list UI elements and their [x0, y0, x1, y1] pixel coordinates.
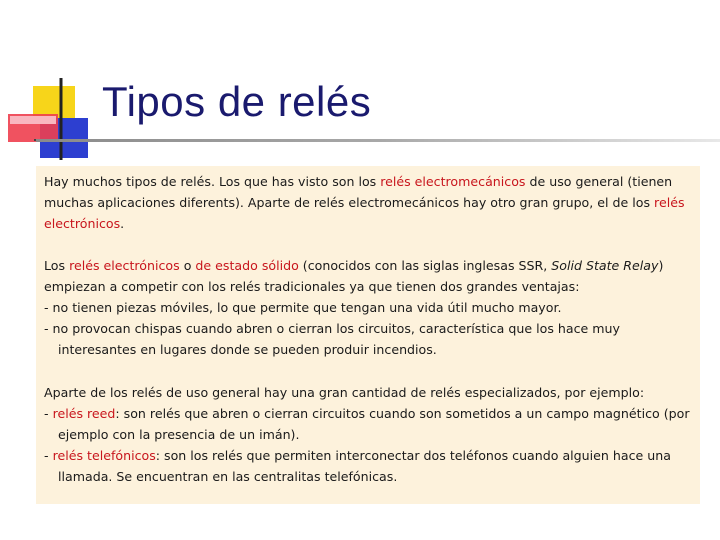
text: de uso general (tienen muchas aplicaciones diferents). Aparte de relés electromecánicos hay otro gran grupo, el de los — [44, 174, 673, 211]
term-electromechanical-relays: relés electromecánicos — [380, 174, 526, 189]
list-item-reed — [44, 403, 692, 445]
term-electronic-relays: relés electrónicos — [44, 195, 685, 232]
term-electronic-relays: relés electrónicos — [69, 257, 180, 273]
text: (conocidos con las siglas inglesas SSR, — [298, 257, 552, 273]
text: o — [179, 257, 196, 273]
list-item-advantage: - no provocan chispas cuando abren o cierran los circuitos, característica que los hace muy interesantes en lugares donde se pueden produir incendios. — [44, 321, 620, 358]
text: Los — [44, 257, 70, 273]
term-telephone-relays: relés telefónicos — [52, 448, 156, 464]
text: : son los relés que permiten interconectar dos teléfonos cuando alguien hace una llamada. Se encuentran en las centralitas telefónicas. — [58, 448, 671, 485]
text: ) empiezan a competir con los relés tradicionales ya que tienen dos grandes ventajas: — [44, 257, 664, 294]
text: Hay muchos tipos de relés. Los que has visto son los — [44, 174, 381, 189]
term-reed-relays: relés reed — [52, 405, 116, 421]
list-item-telephone — [44, 445, 692, 487]
term-solid-state: de estado sólido — [195, 257, 299, 273]
text: : son relés que abren o cierran circuitos cuando son sometidos a un campo magnético (por ejemplo con la presencia de un imán). — [58, 405, 690, 443]
paragraph-intro — [44, 171, 692, 235]
text: . — [120, 216, 125, 232]
dash: - — [44, 448, 53, 464]
slide-logo-decoration — [0, 0, 100, 170]
slide-title: Tipos de relés — [102, 78, 372, 125]
paragraph-specialized: Aparte de los relés de uso general hay una gran cantidad de relés especializados, por ejemplo: — [44, 384, 645, 400]
title-underline — [36, 139, 720, 142]
paragraph-electronic — [44, 255, 692, 297]
dash: - — [44, 405, 53, 421]
term-ssr-english: Solid State Relay — [551, 257, 659, 273]
logo-pink-bar — [10, 116, 56, 124]
content-box — [36, 166, 700, 504]
list-item-advantage: - no tienen piezas móviles, lo que permite que tengan una vida útil mucho mayor. — [44, 300, 562, 316]
